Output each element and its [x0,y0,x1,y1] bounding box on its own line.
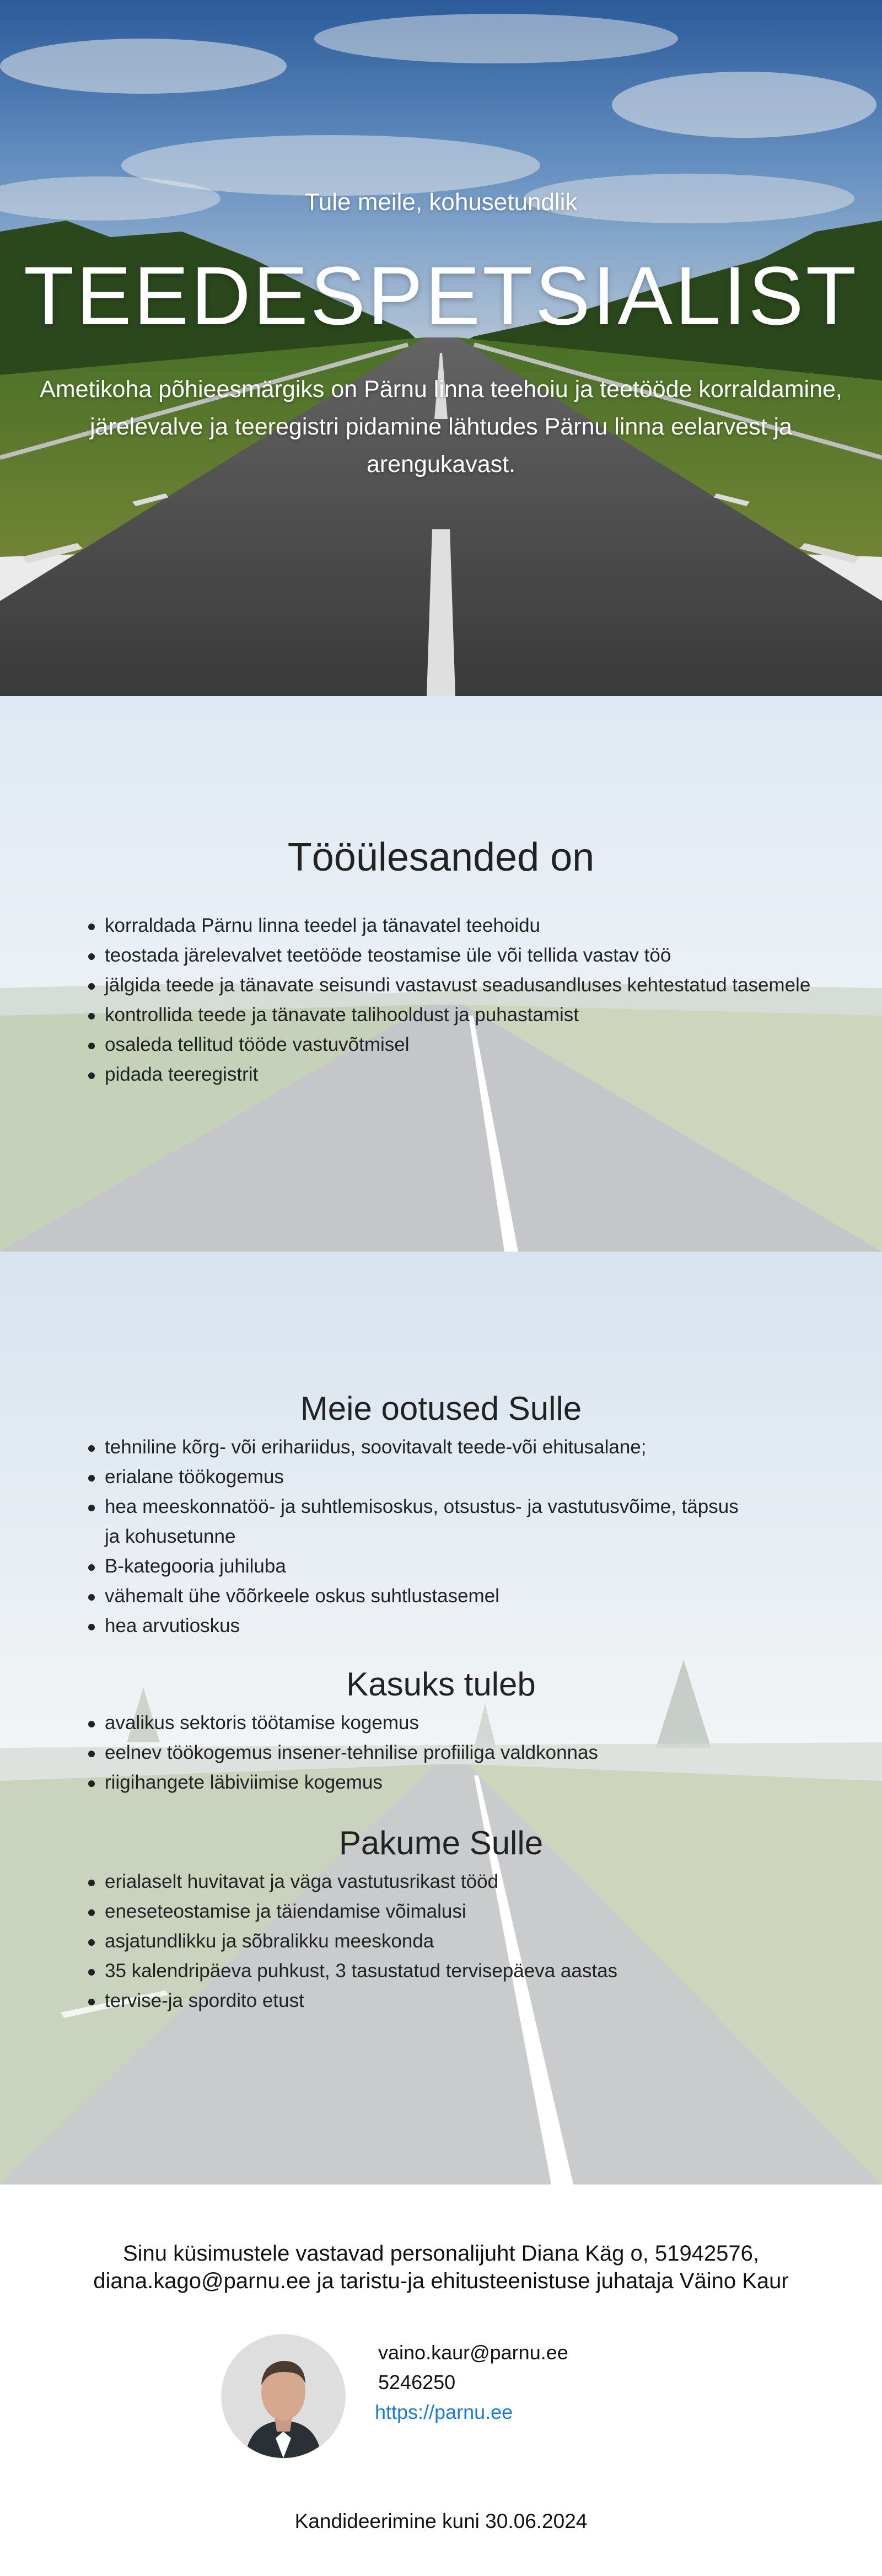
list-item: eneseteostamise ja täiendamise võimalusi [88,1897,827,1926]
avatar [222,2334,345,2458]
list-item: tehniline kõrg- või erihariidus, soovitavalt teede-või ehitusalane; [88,1432,827,1462]
duties-heading: Tööülesanded on [287,835,595,879]
contact-phone[interactable]: 5246250 [378,2371,456,2393]
list-item: tervise-ja spordito etust [88,1986,827,2016]
website-link[interactable]: https://parnu.ee [375,2401,513,2423]
duties-list [88,911,827,1090]
list-item: jälgida teede ja tänavate seisundi vastavust seadusandluses kehtestatud tasemele [88,970,827,1000]
hero-eyebrow: Tule meile, kohusetundlik [304,189,578,216]
contact-details [375,2338,568,2427]
list-item: riigihangete läbiviimise kogemus [88,1768,827,1797]
application-deadline: Kandideerimine kuni 30.06.2024 [294,2510,588,2532]
hero-description: Ametikoha põhieesmärgiks on Pärnu linna teehoiu ja teetööde korraldamine, järelevalve ja teeregistri pidamine lähtudes Pärnu linna eelarvest ja arengukavast. [40,376,842,477]
list-item: erialaselt huvitavat ja väga vastutusrikast tööd [88,1867,827,1897]
expectations-list [88,1432,827,1641]
list-item: eelnev töökogemus insener-tehnilise profiiliga valdkonnas [88,1738,827,1768]
list-item: asjatundlikku ja sõbralikku meeskonda [88,1926,827,1956]
list-item: erialane töökogemus [88,1462,827,1492]
requirements-section [0,1252,882,2185]
list-item: korraldada Pärnu linna teedel ja tänavatel teehoidu [88,911,827,941]
list-item: pidada teeregistrit [88,1060,827,1090]
contact-section [0,2185,882,2576]
advantage-heading: Kasuks tuleb [346,1666,536,1703]
duties-section [0,696,882,1252]
list-item: hea meeskonnatöö- ja suhtlemisoskus, otsustus- ja vastutusvõime, täpsus ja kohusetunne [88,1492,739,1552]
list-item: avalikus sektoris töötamise kogemus [88,1708,827,1738]
offer-list [88,1867,827,2016]
list-item: B-kategooria juhiluba [88,1552,827,1581]
list-item: teostada järelevalvet teetööde teostamise üle või tellida vastav töö [88,941,827,970]
page-title: TEEDESPETSIALIST [23,249,859,342]
advantage-list [88,1708,827,1797]
offer-heading: Pakume Sulle [338,1824,544,1861]
contact-text: Sinu küsimustele vastavad personalijuht Diana Käg o, 51942576, diana.kago@parnu.ee ja taristu-ja ehitusteenistuse juhataja Väino Kaur [93,2241,789,2293]
list-item: hea arvutioskus [88,1611,827,1641]
list-item: 35 kalendripäeva puhkust, 3 tasustatud tervisepäeva aastas [88,1956,827,1986]
contact-email[interactable]: vaino.kaur@parnu.ee [378,2341,568,2364]
list-item: osaleda tellitud tööde vastuvõtmisel [88,1030,827,1060]
list-item: vähemalt ühe võõrkeele oskus suhtlustasemel [88,1581,827,1611]
list-item: kontrollida teede ja tänavate talihooldust ja puhastamist [88,1000,827,1030]
hero-section [0,0,882,696]
person-photo-icon [222,2334,345,2458]
expectations-heading: Meie ootused Sulle [300,1390,582,1427]
